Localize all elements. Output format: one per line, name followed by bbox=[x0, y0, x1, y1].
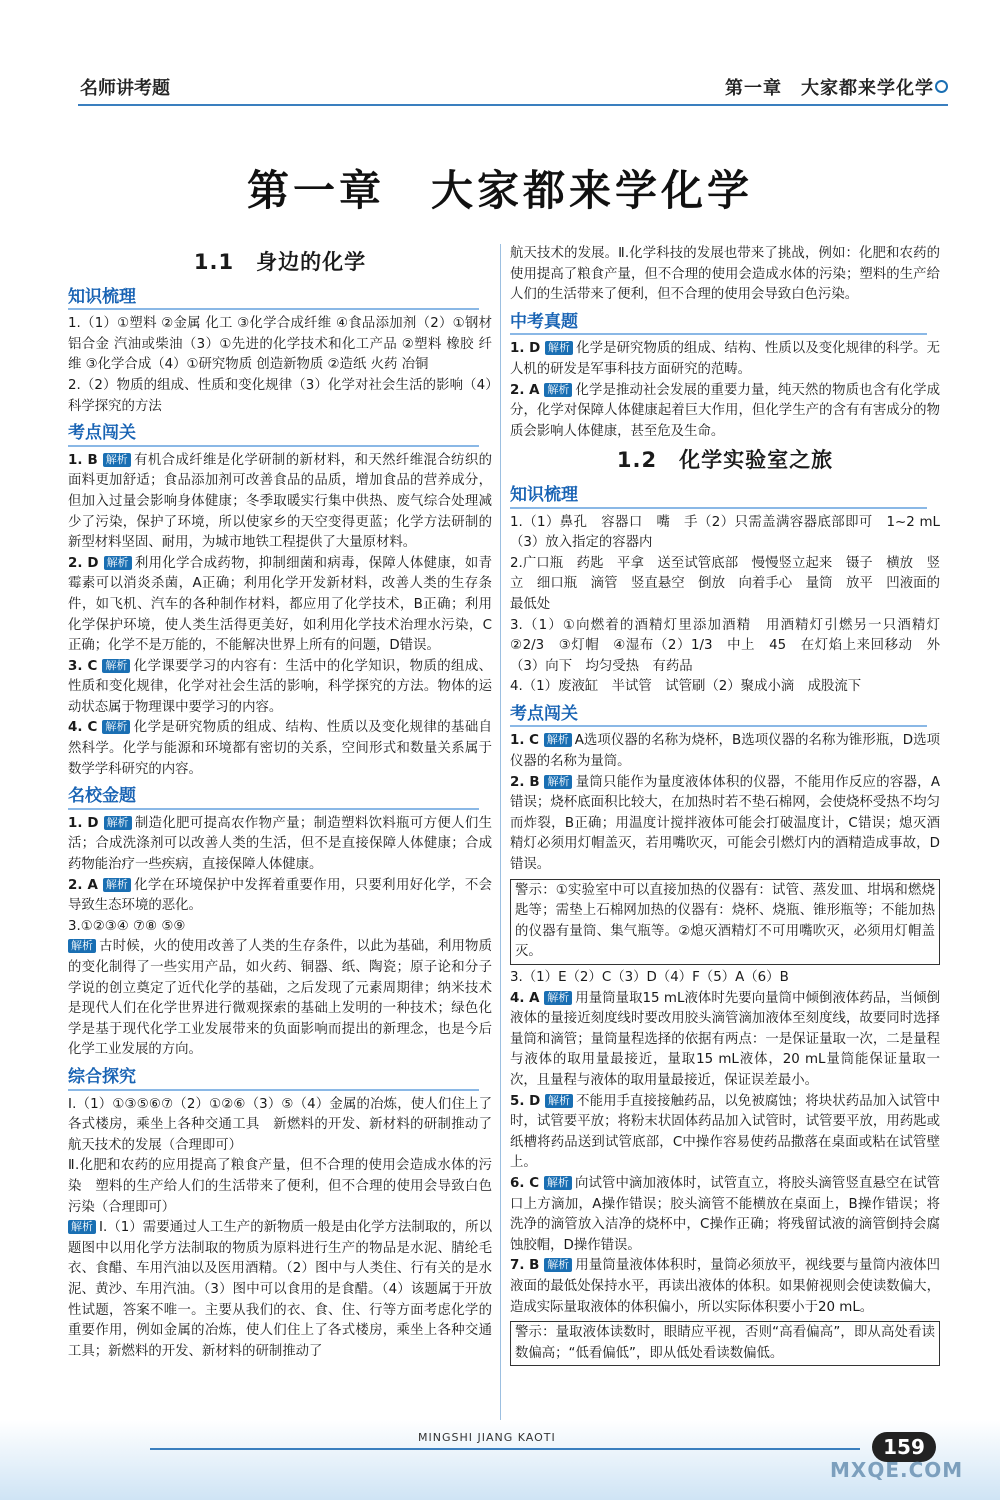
answer-paragraph bbox=[510, 554, 940, 616]
section-heading: 名校金题 bbox=[68, 786, 479, 810]
paragraph-text: 航天技术的发展。Ⅱ.化学科技的发展也带来了挑战，例如：化肥和农药的使用提高了粮食产量，但不合理的使用会造成水体的污染；塑料的生产给人们的生活带来了便利，但不合理的使用会导致白色污染。 bbox=[510, 246, 940, 303]
answer-paragraph bbox=[68, 814, 492, 876]
answer-paragraph bbox=[510, 968, 940, 989]
answer-paragraph bbox=[68, 451, 492, 554]
answer-paragraph bbox=[68, 876, 492, 917]
analysis-badge: 解析 bbox=[104, 816, 132, 830]
left-content bbox=[68, 287, 492, 1363]
answer-paragraph bbox=[68, 917, 492, 938]
analysis-badge: 解析 bbox=[544, 383, 572, 397]
paragraph-text: 3.①②③④ ⑦⑧ ⑤⑨ bbox=[68, 918, 186, 934]
warning-note bbox=[510, 1321, 940, 1366]
page-number: 159 bbox=[872, 1432, 936, 1462]
paragraph-text: Ⅱ.化肥和农药的应用提高了粮食产量，但不合理的使用会造成水体的污染 塑料的生产给人们的生活带来了便利，但不合理的使用会导致白色污染（合理即可） bbox=[68, 1158, 492, 1215]
paragraph-text: 化学课要学习的内容有：生活中的化学知识，物质的组成、性质和变化规律，化学对社会生活的影响，科学探究的方法。物体的运动状态属于物理课中要学习的内容。 bbox=[68, 658, 493, 715]
analysis-badge: 解析 bbox=[102, 659, 130, 673]
paragraph-text: 警示：量取液体读数时，眼睛应平视，否则“高看偏高”，即从高处看读数偏高；“低看偏低”，即从低处看读数偏低。 bbox=[515, 1325, 935, 1361]
answer-paragraph bbox=[68, 1095, 492, 1157]
column-divider bbox=[500, 244, 501, 1424]
answer-paragraph bbox=[510, 244, 940, 306]
answer-paragraph bbox=[68, 1218, 492, 1362]
answer-paragraph bbox=[510, 731, 940, 772]
answer-paragraph bbox=[68, 937, 492, 1061]
section-heading: 综合探究 bbox=[68, 1067, 479, 1091]
right-content bbox=[510, 244, 954, 1366]
section-heading: 知识梳理 bbox=[68, 287, 479, 311]
paragraph-text: 不能用手直接接触药品，以免被腐蚀；将块状药品加入试管中时，试管要平放；将粉末状固体药品加入试管时，试管要平放，用药匙或纸槽将药品送到试管底部，C中操作容易使药品撒落在桌面或粘在试管壁上。 bbox=[510, 1093, 941, 1171]
answer-number: 4. C bbox=[68, 720, 103, 736]
analysis-badge: 解析 bbox=[544, 1258, 572, 1272]
answer-paragraph bbox=[68, 314, 492, 376]
running-chapter-title: 第一章 大家都来学化学 bbox=[725, 78, 934, 99]
answer-paragraph bbox=[68, 376, 492, 417]
paragraph-text: 3.（1）①向燃着的酒精灯里添加酒精 用酒精灯引燃另一只酒精灯 ②2/3 ③灯帽 ④湿布（2）1/3 中上 45 在灯焰上来回移动 外（3）向下 均匀受热 有药品 bbox=[510, 617, 954, 674]
section-heading: 考点闯关 bbox=[510, 704, 927, 728]
answer-paragraph bbox=[510, 1092, 940, 1174]
paragraph-text: 有机合成纤维是化学研制的新材料，和天然纤维混合纺织的面料更加舒适；食品添加剂可改善食品的品质，增加食品的营养成分，但加入过量会影响身体健康；冬季取暖实行集中供热、废气综合处理减少了污染，保护了环境，所以使家乡的天空变得更蓝；化学方法研制的新型材料坚固、耐用，为城市地铁工程提供了大量原材料。 bbox=[68, 452, 493, 551]
section-title: 1.1 身边的化学 bbox=[193, 250, 367, 274]
analysis-badge: 解析 bbox=[544, 775, 572, 789]
answer-paragraph bbox=[68, 718, 492, 780]
paragraph-text: 古时候，火的使用改善了人类的生存条件，以此为基础，利用物质的变化制得了一些实用产品，如火药、铜器、纸、陶瓷；原子论和分子学说的创立奠定了近代化学的基础，之后发现了元素周期律；纳米技术是现代人们在化学世界进行微观探索的基础上发明的一种技术；绿色化学是基于现代化学工业发展带来的负面影响而提出的新理念，也是今后化学工业发展的方向。 bbox=[68, 939, 492, 1058]
paragraph-text: A选项仪器的名称为烧杯，B选项仪器的名称为锥形瓶，D选项仪器的名称为量筒。 bbox=[510, 733, 941, 770]
analysis-badge: 解析 bbox=[103, 878, 131, 892]
paragraph-text: 量筒只能作为量度液体体积的仪器，不能用作反应的容器，A错误；烧杯底面积比较大，在加热时若不垫石棉网，会使烧杯受热不均匀而炸裂，B正确；用温度计搅拌液体可能会打破温度计，C错误；熄灭酒精灯必须用灯帽盖灭，若用嘴吹灭，可能会引燃灯内的酒精造成事故，D错误。 bbox=[510, 774, 940, 873]
answer-paragraph bbox=[510, 773, 940, 876]
paragraph-text: 2.广口瓶 药匙 平拿 送至试管底部 慢慢竖立起来 镊子 横放 竖立 细口瓶 滴管 竖直悬空 倒放 向着手心 量筒 放平 凹液面的最低处 bbox=[510, 555, 940, 612]
answer-paragraph bbox=[510, 1174, 940, 1256]
answer-paragraph bbox=[510, 1256, 940, 1318]
answer-paragraph bbox=[68, 657, 492, 719]
answer-number: 1. C bbox=[510, 733, 544, 749]
paragraph-text: 4.（1）废液缸 半试管 试管刷（2）聚成小滴 成股流下 bbox=[510, 679, 862, 695]
page-footer bbox=[0, 1420, 1000, 1500]
analysis-badge: 解析 bbox=[545, 1094, 573, 1108]
analysis-badge: 解析 bbox=[545, 341, 573, 355]
right-column bbox=[510, 244, 954, 1369]
paragraph-text: Ⅰ.（1）①③⑤⑥⑦（2）①②⑥（3）⑤（4）金属的冶炼，使人们住上了各式楼房，乘坐上各种交通工具 新燃料的开发、新材料的研制推动了航天技术的发展（合理即可） bbox=[68, 1096, 492, 1153]
answer-number: 1. D bbox=[68, 815, 104, 831]
header-rule bbox=[78, 104, 948, 106]
answer-paragraph bbox=[510, 616, 954, 678]
paragraph-text: 向试管中滴加液体时，试管直立，将胶头滴管竖直悬空在试管口上方滴加，A操作错误；胶头滴管不能横放在桌面上，B操作错误；将洗净的滴管放入洁净的烧杯中，C操作正确；将残留试液的滴管倒持会腐蚀胶帽，D操作错误。 bbox=[510, 1175, 940, 1253]
analysis-badge: 解析 bbox=[544, 1176, 572, 1190]
analysis-badge: 解析 bbox=[68, 1220, 96, 1234]
book-title: 名师讲考题 bbox=[80, 78, 170, 99]
answer-number: 2. B bbox=[510, 774, 545, 790]
answer-number: 3. C bbox=[68, 658, 103, 674]
analysis-badge: 解析 bbox=[104, 556, 132, 570]
answer-paragraph bbox=[68, 554, 492, 657]
paragraph-text: 化学是研究物质的组成、结构、性质以及变化规律的科学。无人机的研发是军事科技方面研究的范畴。 bbox=[510, 341, 941, 377]
section-heading: 考点闯关 bbox=[68, 423, 479, 447]
paragraph-text: 用量筒量液体体积时，量筒必须放平，视线要与量筒内液体凹液面的最低处保持水平，再读出液体的体积。如果俯视则会使读数偏大，造成实际量取液体的体积偏小，所以实际体积要小于20 mL。 bbox=[510, 1258, 941, 1315]
paragraph-text: 化学在环境保护中发挥着重要作用，只要利用好化学，不会导致生态环境的恶化。 bbox=[68, 877, 492, 914]
paragraph-text: Ⅰ.（1）需要通过人工生产的新物质一般是由化学方法制取的，所以题图中以用化学方法制取的物质为原料进行生产的物品是水泥、腈纶毛衣、食醋、车用汽油以及医用酒精。（2）图中与人类住、行有关的是水泥、黄沙、车用汽油。（3）图中可以食用的是食醋。（4）该题属于开放性试题，答案不唯一。主要从我们的衣、食、住、行等方面考虑化学的重要作用，例如金属的冶炼，使人们住上了各式楼房，乘坐上各种交通工具；新燃料的开发、新材料的研制推动了 bbox=[68, 1220, 492, 1359]
chapter-title: 第一章 大家都来学化学 bbox=[246, 166, 753, 215]
watermark: MXQE.COM bbox=[830, 1458, 964, 1482]
answer-number: 2. A bbox=[510, 382, 545, 398]
answer-paragraph bbox=[68, 1156, 492, 1218]
paragraph-text: 1.（1）①塑料 ②金属 化工 ③化学合成纤维 ④食品添加剂（2）①钢材 铝合金 汽油或柴油（3）①先进的化学技术和化工产品 ②塑料 橡胶 纤维 ③化学合成（4）①研究物质 创造新物质 ②造纸 火药 冶铜 bbox=[68, 316, 492, 373]
warning-note bbox=[510, 879, 940, 965]
answer-number: 5. D bbox=[510, 1093, 546, 1109]
paragraph-text: 1.（1）鼻孔 容器口 嘴 手（2）只需盖满容器底部即可 1~2 mL（3）放入指定的容器内 bbox=[510, 514, 940, 551]
paragraph-text: 警示：①实验室中可以直接加热的仪器有：试管、蒸发皿、坩埚和燃烧匙等；需垫上石棉网加热的仪器有：烧杯、烧瓶、锥形瓶等；不能加热的仪器有量筒、集气瓶等。②熄灭酒精灯不可用嘴吹灭，必须用灯帽盖灭。 bbox=[515, 882, 935, 960]
answer-number: 1. B bbox=[68, 452, 103, 468]
paragraph-text: 利用化学合成药物，抑制细菌和病毒，保障人体健康，如青霉素可以消炎杀菌，A正确；利用化学开发新材料，改善人类的生存条件，如飞机、汽车的各种制作材料，都应用了化学技术，B正确；利用化学保护环境，使人类生活得更美好，如利用化学技术治理水污染，C正确；化学不是万能的，不能解决世界上所有的问题，D错误。 bbox=[68, 555, 493, 654]
answer-number: 4. A bbox=[510, 990, 545, 1006]
paragraph-text: 2.（2）物质的组成、性质和变化规律（3）化学对社会生活的影响（4）科学探究的方法 bbox=[68, 377, 492, 414]
analysis-badge: 解析 bbox=[544, 733, 572, 747]
analysis-badge: 解析 bbox=[103, 453, 131, 467]
paragraph-text: 制造化肥可提高农作物产量；制造塑料饮料瓶可方便人们生活；合成洗涤剂可以改善人类的生活，但不是直接保障人体健康；合成药物能治疗一些疾病，直接保障人体健康。 bbox=[68, 815, 493, 873]
section-title: 1.2 化学实验室之旅 bbox=[616, 448, 834, 473]
answer-paragraph bbox=[510, 677, 940, 698]
answer-number: 7. B bbox=[510, 1258, 545, 1274]
analysis-badge: 解析 bbox=[102, 720, 130, 734]
analysis-badge: 解析 bbox=[544, 991, 572, 1005]
answer-paragraph bbox=[510, 339, 940, 380]
page-header bbox=[0, 60, 1000, 104]
section-heading: 知识梳理 bbox=[510, 485, 927, 509]
paragraph-text: 化学是推动社会发展的重要力量，纯天然的物质也含有化学成分，化学对保障人体健康起着巨大作用，但化学生产的含有有害成分的物质会影响人体健康，甚至危及生命。 bbox=[510, 382, 941, 439]
answer-number: 2. A bbox=[68, 877, 103, 893]
footer-rule bbox=[150, 1448, 860, 1450]
answer-number: 6. C bbox=[510, 1175, 544, 1191]
answer-paragraph bbox=[510, 513, 940, 554]
footer-text: MINGSHI JIANG KAOTI bbox=[418, 1431, 556, 1444]
section-heading: 中考真题 bbox=[510, 312, 927, 336]
paragraph-text: 化学是研究物质的组成、结构、性质以及变化规律的基础自然科学。化学与能源和环境都有密切的关系，空间形式和数量关系属于数学学科研究的内容。 bbox=[68, 720, 493, 777]
analysis-badge: 解析 bbox=[68, 939, 96, 953]
answer-paragraph bbox=[510, 989, 940, 1092]
answer-number: 1. D bbox=[510, 341, 546, 357]
answer-number: 2. D bbox=[68, 555, 104, 571]
header-dot-icon bbox=[935, 80, 948, 93]
answer-paragraph bbox=[510, 381, 940, 443]
paragraph-text: 3.（1）E（2）C（3）D（4）F（5）A（6）B bbox=[510, 970, 789, 985]
left-column bbox=[68, 244, 492, 1362]
paragraph-text: 用量筒量取15 mL液体时先要向量筒中倾倒液体药品，当倾倒液体的量接近刻度线时要改用胶头滴管滴加液体至刻度线，故要同时选择量筒和滴管；量筒量程选择的依据有两点：一是保证量取一次，二是量程与液体的取用量最接近，量取15 mL液体，20 mL量筒能保证量取一次，且量程与液体的取用量最接近，保证误差最小。 bbox=[510, 990, 940, 1088]
